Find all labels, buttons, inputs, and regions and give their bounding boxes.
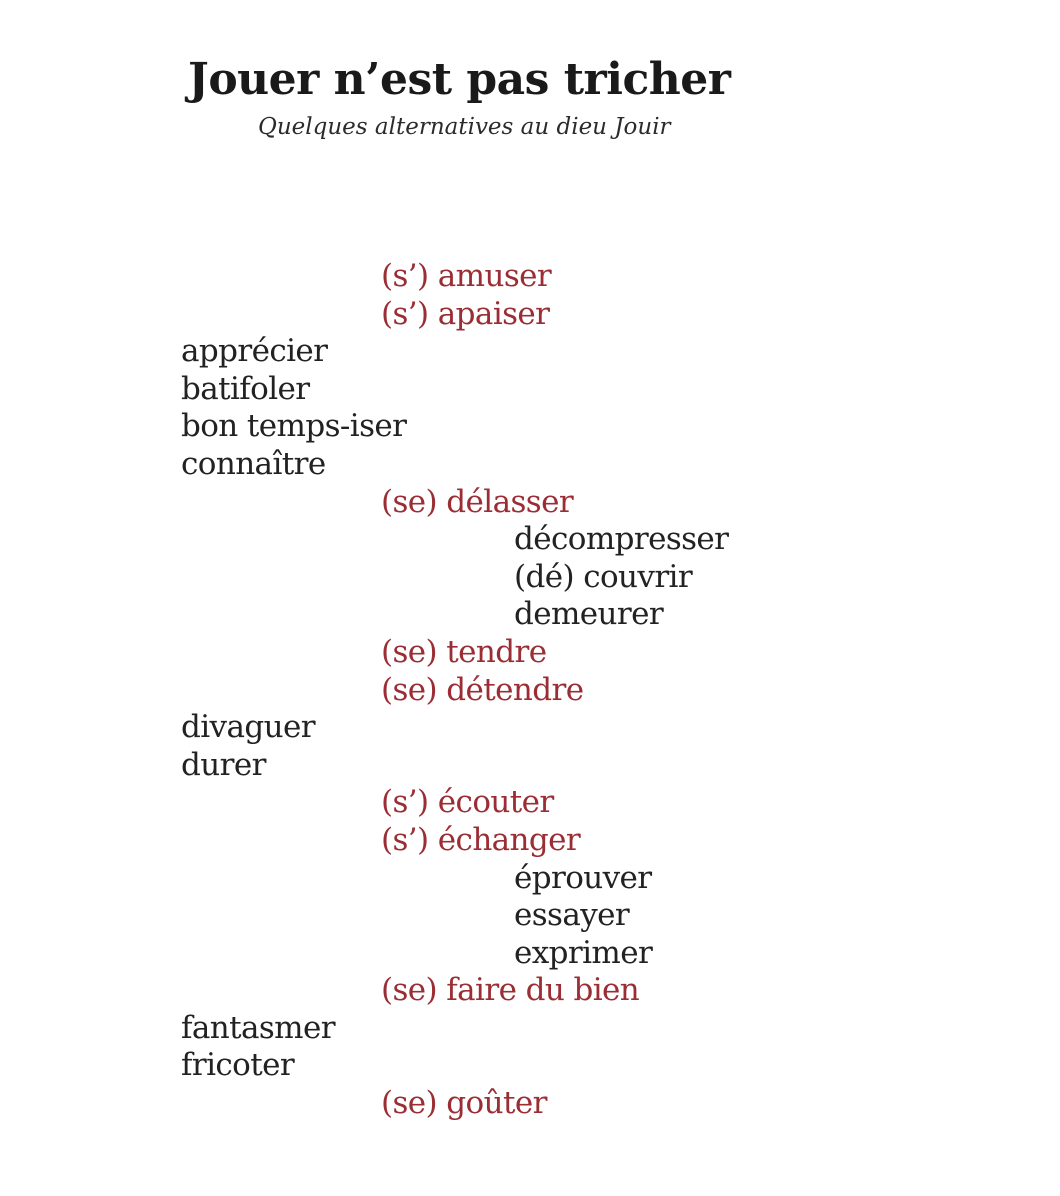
verb-list-item: (se) délasser [381, 483, 574, 520]
verb-list-item: éprouver [514, 859, 652, 896]
verb-list-item: apprécier [181, 333, 328, 370]
verb-list-item: (s’) apaiser [381, 295, 550, 332]
verb-list [0, 258, 1060, 1123]
verb-list-item: (dé) couvrir [514, 558, 693, 595]
verb-list-item: essayer [514, 897, 630, 934]
verb-list-item: (se) détendre [381, 671, 584, 708]
verb-list-item: demeurer [514, 596, 664, 633]
page-subtitle: Quelques alternatives au dieu Jouir [258, 114, 671, 140]
verb-list-item: décompresser [514, 521, 729, 558]
verb-list-item: (se) goûter [381, 1085, 547, 1122]
verb-list-item: bon temps-iser [181, 408, 407, 445]
verb-list-item: (se) tendre [381, 633, 547, 670]
page-title: Jouer n’est pas tricher [188, 54, 731, 105]
verb-list-item: (se) faire du bien [381, 972, 640, 1009]
verb-list-item: durer [181, 746, 266, 783]
verb-list-item: connaître [181, 445, 326, 482]
verb-list-item: exprimer [514, 934, 653, 971]
verb-list-item: (s’) échanger [381, 821, 581, 858]
verb-list-item: fantasmer [181, 1009, 335, 1046]
verb-list-item: (s’) écouter [381, 784, 554, 821]
verb-list-item: fricoter [181, 1047, 295, 1084]
verb-list-item: (s’) amuser [381, 258, 552, 294]
verb-list-item: batifoler [181, 370, 310, 407]
verb-list-item: divaguer [181, 709, 315, 746]
